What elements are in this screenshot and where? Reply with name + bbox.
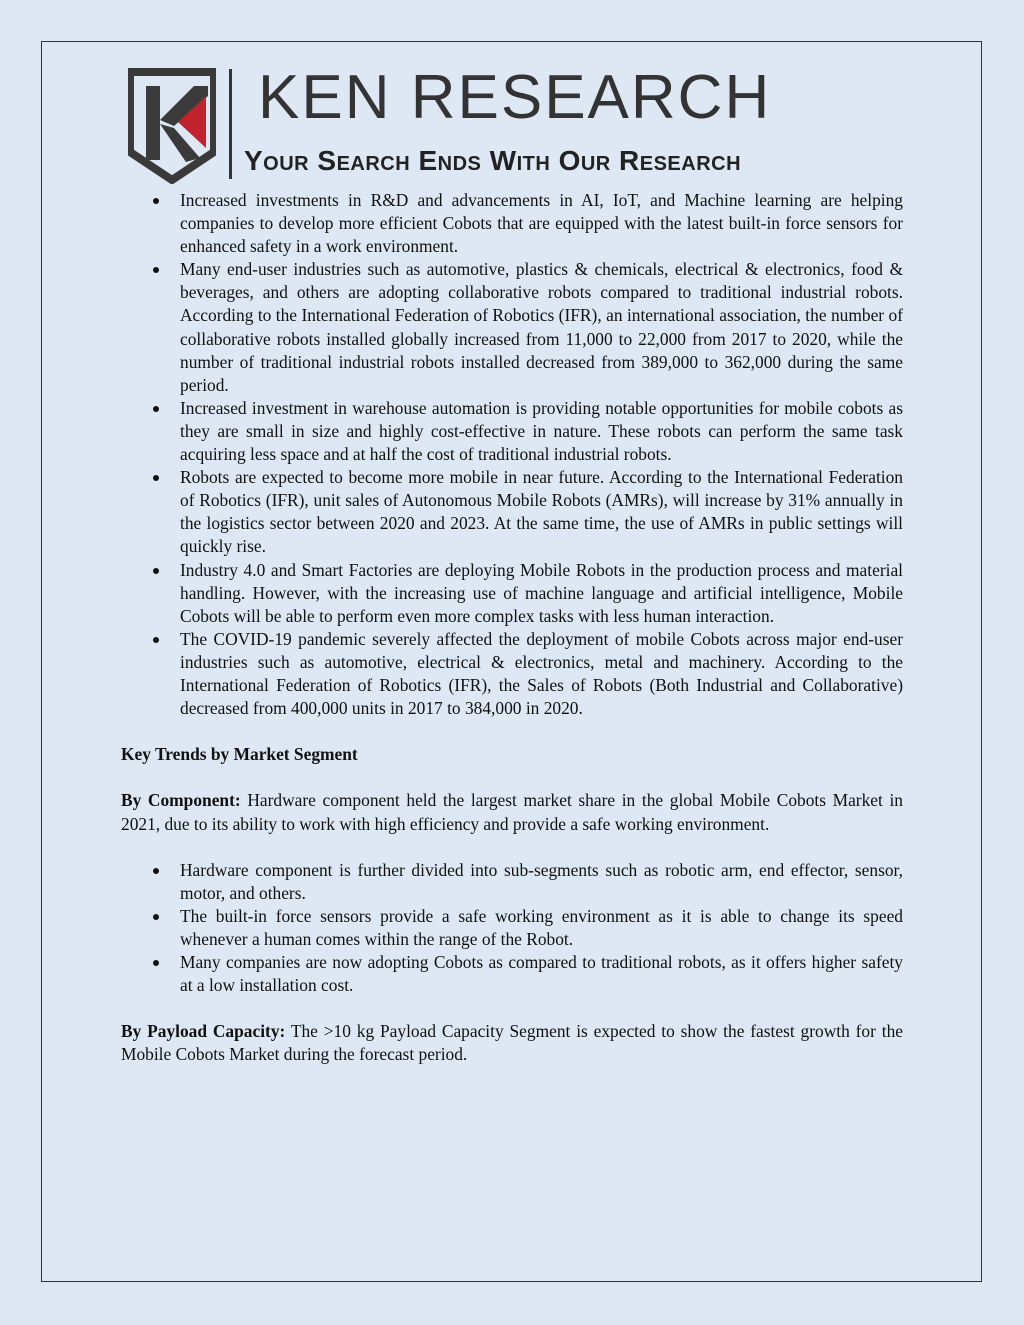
- list-item-text: Hardware component is further divided into sub-segments such as robotic arm, end effector, sensor, motor, and others.: [180, 859, 903, 903]
- list-item-text: Increased investment in warehouse automation is providing notable opportunities for mobile cobots as they are small in size and highly cost-effective in nature. These robots can perform the same task acquiring less space and at half the cost of traditional industrial robots.: [180, 397, 903, 465]
- list-item-text: Many end-user industries such as automotive, plastics & chemicals, electrical & electronics, food & beverages, and others are adopting collaborative robots compared to traditional industrial robots. According to the International Federation of Robotics (IFR), an international association, the number of collaborative robots installed globally increased from 11,000 to 22,000 from 2017 to 2020, while the number of traditional industrial robots installed decreased from 389,000 to 362,000 during the same period.: [180, 259, 903, 395]
- list-item: [121, 189, 903, 258]
- list-item: [121, 951, 903, 997]
- list-item-text: Many companies are now adopting Cobots as compared to traditional robots, as it offers higher safety at a low installation cost.: [180, 952, 903, 996]
- component-label: By Component:: [121, 790, 241, 811]
- component-text: Hardware component held the largest market share in the global Mobile Cobots Market in 2021, due to its ability to work with high efficiency and provide a safe working environment.: [121, 790, 903, 834]
- list-item: [121, 559, 903, 628]
- bullet-icon: [153, 198, 159, 204]
- document-body: [121, 189, 903, 1067]
- payload-label: By Payload Capacity:: [121, 1021, 286, 1042]
- logo-company-name: KEN RESEARCH: [258, 63, 772, 132]
- bullet-icon: [153, 568, 159, 574]
- list-item: [121, 859, 903, 905]
- bullet-icon: [153, 960, 159, 966]
- list-item-text: The built-in force sensors provide a safe working environment as it is able to change its speed whenever a human comes within the range of the Robot.: [180, 905, 903, 949]
- bullet-icon: [153, 267, 159, 273]
- ken-research-logo: [128, 63, 908, 188]
- bullet-icon: [153, 914, 159, 920]
- ken-research-shield-icon: [128, 66, 216, 184]
- list-item: [121, 258, 903, 397]
- bullet-icon: [153, 637, 159, 643]
- list-item-text: Industry 4.0 and Smart Factories are deploying Mobile Robots in the production process and material handling. However, with the increasing use of machine language and artificial intelligence, Mobile Cobots will be able to perform even more complex tasks with less human interaction.: [180, 559, 903, 626]
- payload-text: The >10 kg Payload Capacity Segment is expected to show the fastest growth for the Mobile Cobots Market during the forecast period.: [121, 1021, 903, 1065]
- bullet-icon: [153, 868, 159, 874]
- payload-paragraph: [121, 1020, 903, 1066]
- list-item-text: The COVID-19 pandemic severely affected the deployment of mobile Cobots across major end-user industries such as automotive, electrical & electronics, metal and machinery. According to the International Federation of Robotics (IFR), the Sales of Robots (Both Industrial and Collaborative) decreased from 400,000 units in 2017 to 384,000 in 2020.: [180, 628, 903, 719]
- list-item: [121, 397, 903, 466]
- list-item-text: Increased investments in R&D and advancements in AI, IoT, and Machine learning are helping companies to develop more efficient Cobots that are equipped with the latest built-in force sensors for enhanced safety in a work environment.: [180, 190, 903, 257]
- trend-bullet-list: [121, 189, 903, 720]
- component-paragraph: [121, 789, 903, 835]
- list-item: [121, 905, 903, 951]
- list-item-text: Robots are expected to become more mobile in near future. According to the International Federation of Robotics (IFR), unit sales of Autonomous Mobile Robots (AMRs), will increase by 31% annually in the logistics sector between 2020 and 2023. At the same time, the use of AMRs in public settings will quickly rise.: [180, 467, 903, 557]
- bullet-icon: [153, 475, 159, 481]
- bullet-icon: [153, 406, 159, 412]
- list-item: [121, 628, 903, 720]
- component-bullet-list: [121, 859, 903, 998]
- logo-tagline: Your Search Ends With Our Research: [244, 145, 742, 176]
- section-heading: Key Trends by Market Segment: [121, 744, 358, 765]
- list-item: [121, 466, 903, 558]
- logo-divider: [229, 69, 232, 179]
